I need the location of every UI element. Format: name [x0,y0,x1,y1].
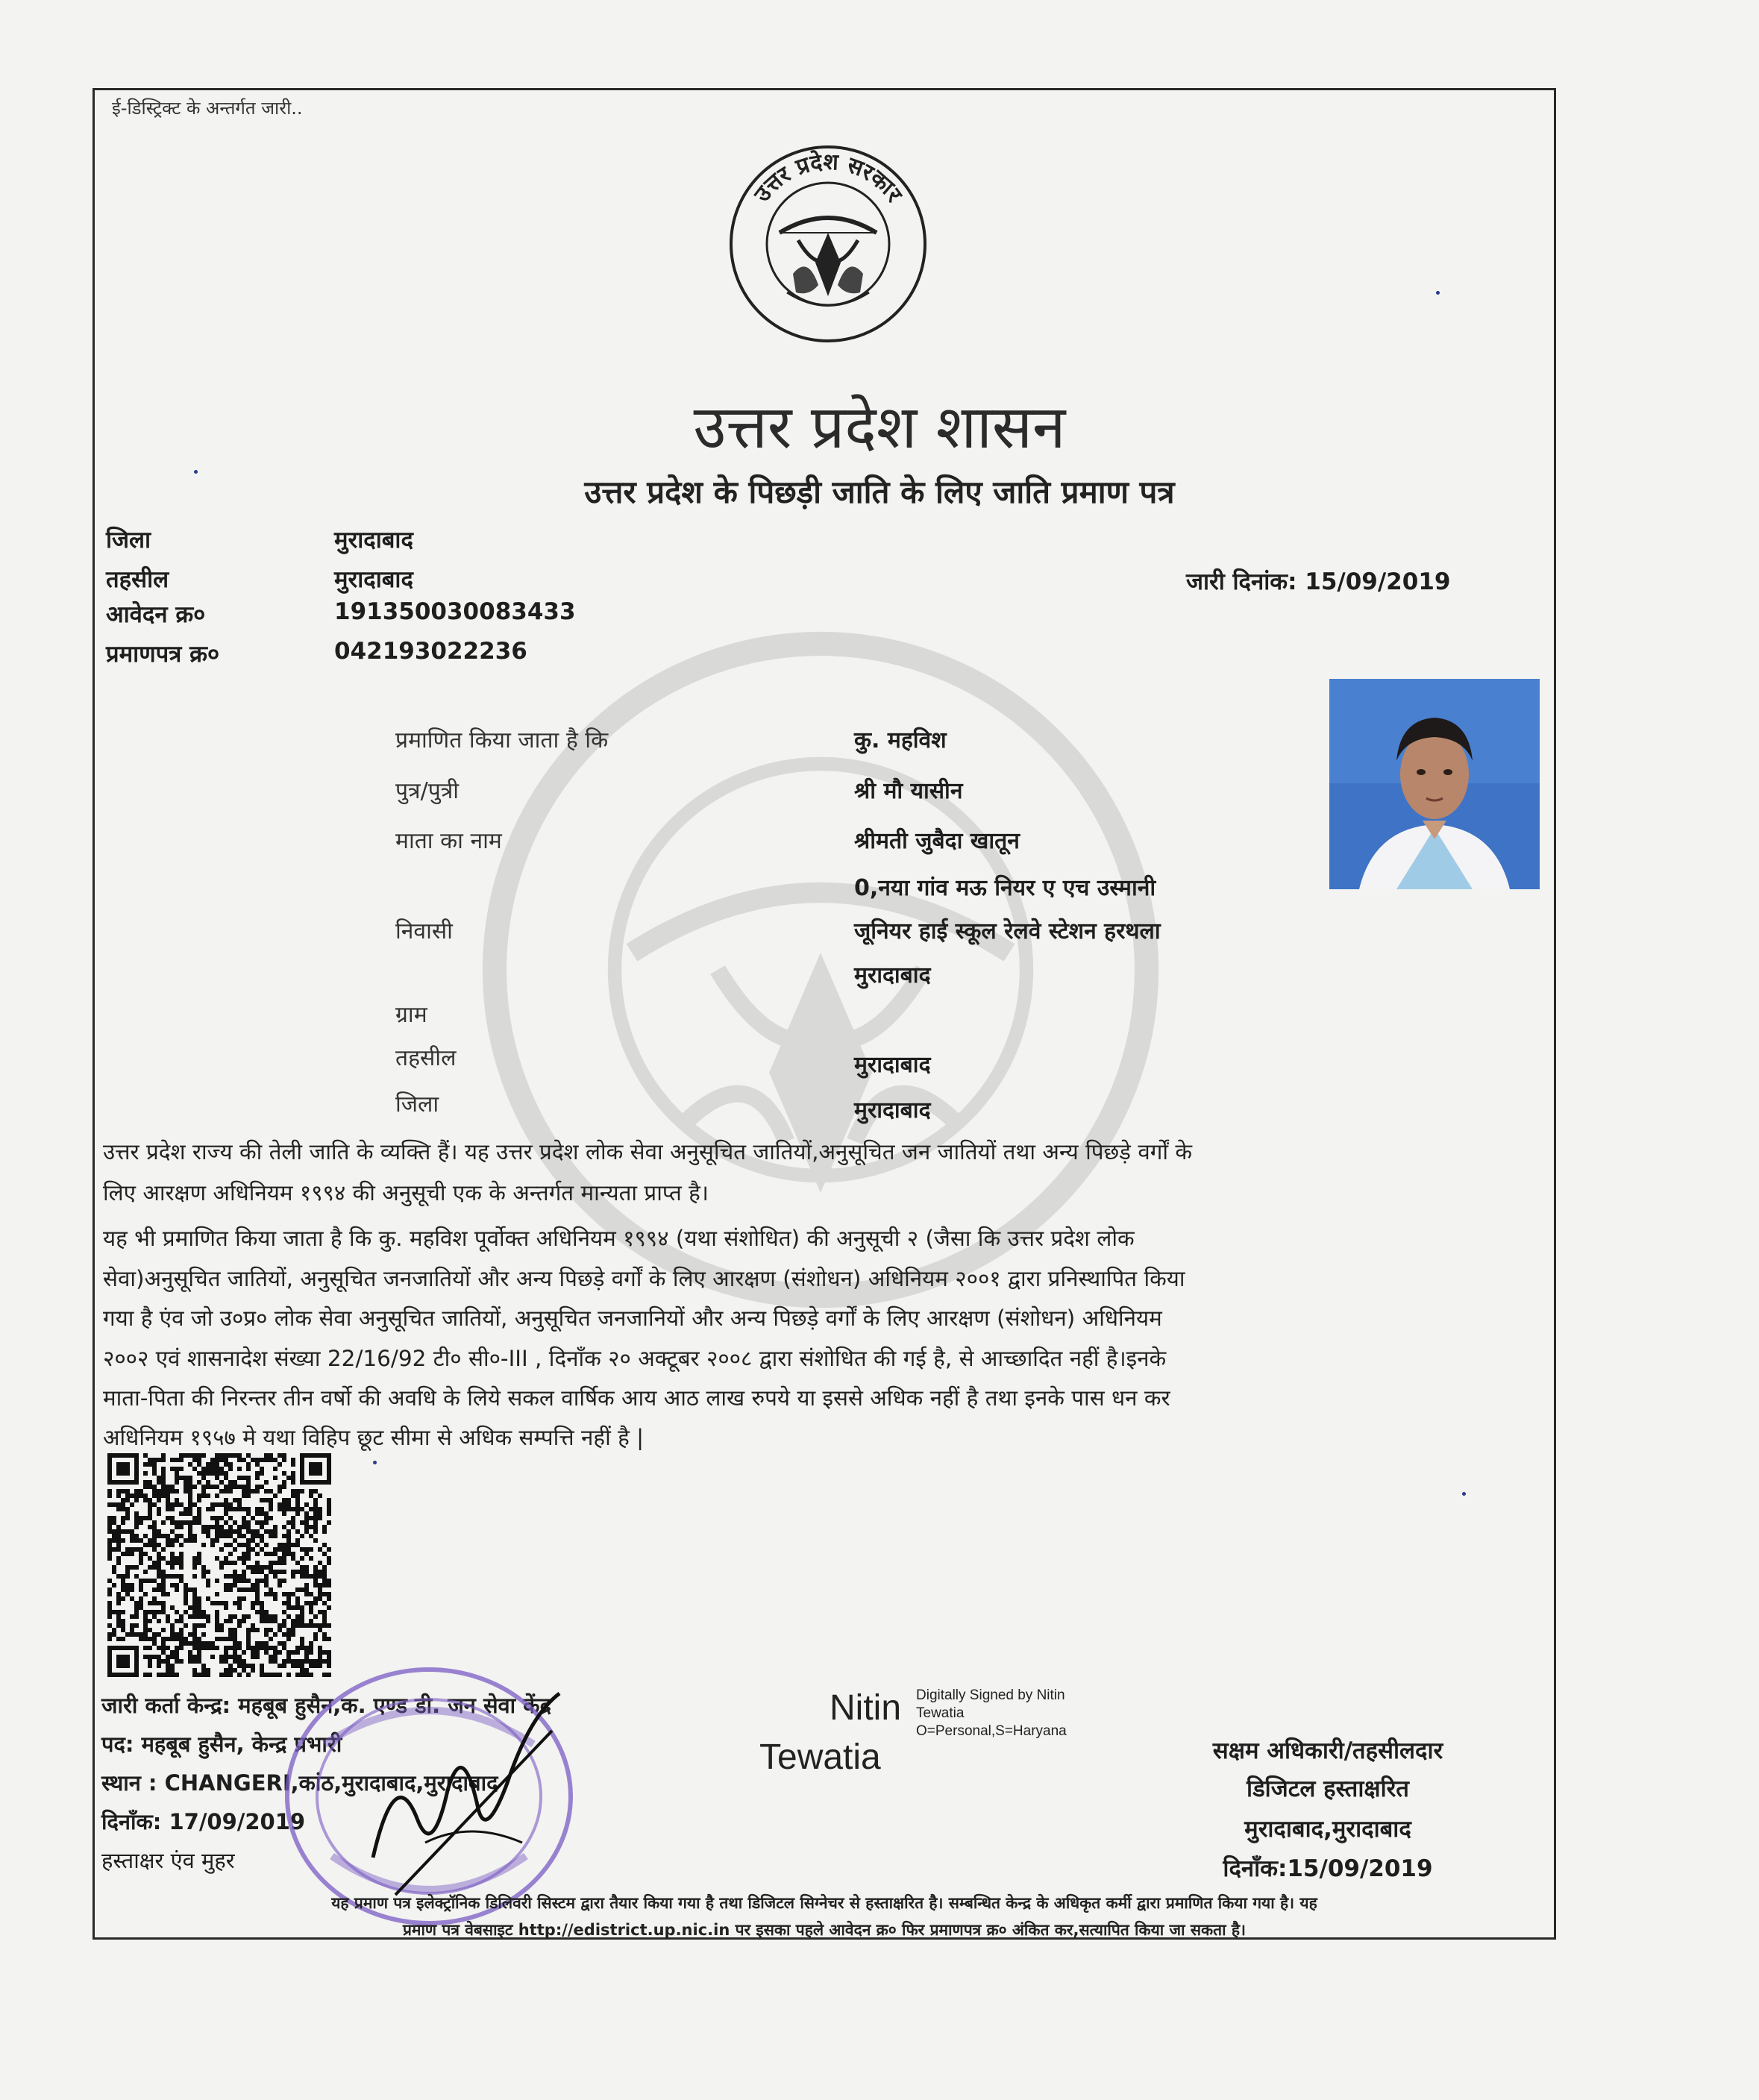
authority-digitally-signed: डिजिटल हस्ताक्षरित [1247,1775,1409,1802]
son-daughter-label: पुत्र/पुत्री [395,778,460,804]
mother-name: श्रीमती जुबैदा खातून [854,828,1020,854]
resident-label: निवासी [395,918,453,944]
tehsil-label: तहसील [106,566,169,593]
up-government-emblem-icon [727,143,929,345]
digital-signature-line-1: Digitally Signed by Nitin [916,1687,1065,1703]
applicant-photo [1329,679,1540,889]
certified-name: कु. महविश [854,727,947,753]
father-name: श्री मौ यासीन [854,778,963,804]
digital-signature-line-2: Tewatia [916,1705,965,1721]
district-label: जिला [106,527,151,554]
issuer-place: स्थान : CHANGERI,कांठ,मुरादाबाद,मुरादाबाद [101,1770,498,1796]
address-line-3: मुरादाबाद [854,962,931,988]
detail-district-value: मुरादाबाद [854,1097,931,1123]
verification-qr-code [104,1453,334,1677]
signature-and-seal-label: हस्ताक्षर एंव मुहर [101,1848,235,1873]
address-line-2: जूनियर हाई स्कूल रेलवे स्टेशन हरथला [854,918,1161,944]
paper-speck [1462,1492,1466,1496]
application-number-value: 191350030083433 [334,598,576,625]
certificate-number-label: प्रमाणपत्र क्र० [106,641,220,668]
issue-date: जारी दिनांक: 15/09/2019 [1186,568,1451,595]
mother-name-label: माता का नाम [395,828,502,854]
digital-signature-line-3: O=Personal,S=Haryana [916,1723,1067,1739]
detail-district-label: जिला [395,1091,439,1118]
issuer-date: दिनाँक: 17/09/2019 [101,1809,306,1834]
issuing-centre: जारी कर्ता केन्द्र: महबूब हुसैन,क. एण्ड डी. जन सेवा केंद्र [101,1693,551,1718]
creamy-layer-line-3: गया है एंव जो उ०प्र० लोक सेवा अनुसूचित जातियों, अनुसूचित जनजानियों और अन्य पिछड़े वर्गों के लिए आरक्षण (संशोधन) अधिनियम [103,1306,1162,1331]
paper-speck [1436,291,1440,295]
issued-under-note: ई-डिस्ट्रिक्ट के अन्तर्गत जारी.. [112,98,303,119]
authority-designation: सक्षम अधिकारी/तहसीलदार [1212,1737,1443,1764]
caste-statement-line-1: उत्तर प्रदेश राज्य की तेली जाति के व्यक्ति हैं। यह उत्तर प्रदेश लोक सेवा अनुसूचित जातियों,अनुसूचित जन जातियों तथा अन्य पिछड़े वर्गों के [103,1139,1193,1165]
digital-signer-last-name: Tewatia [759,1737,881,1777]
issuer-post: पद: महबूब हुसैन, केन्द्र प्रभारी [101,1731,342,1757]
paper-speck [373,1461,377,1464]
certificate-number-value: 042193022236 [334,638,527,665]
address-line-1: 0,नया गांव मऊ नियर ए एच उस्मानी [854,875,1156,901]
handwritten-signature [351,1671,589,1910]
creamy-layer-line-1: यह भी प्रमाणित किया जाता है कि कु. महविश पूर्वोक्त अधिनियम १९९४ (यथा संशोधित) की अनुसूची २ (जैसा कि उत्तर प्रदेश लोक [103,1226,1135,1251]
caste-statement-line-2: लिए आरक्षण अधिनियम १९९४ की अनुसूची एक के अन्तर्गत मान्यता प्राप्त है। [103,1180,709,1206]
application-number-label: आवेदन क्र० [106,601,206,628]
digital-signer-first-name: Nitin [830,1688,902,1728]
creamy-layer-line-6: अधिनियम १९५७ मे यथा विहिप छूट सीमा से अधिक सम्पत्ति नहीं है | [103,1425,645,1450]
village-label: ग्राम [395,1002,427,1028]
svg-text:उत्तर प्रदेश सरकार: उत्तर प्रदेश सरकार [749,148,908,207]
government-title: उत्तर प्रदेश शासन [693,392,1066,462]
footer-note-line-2: प्रमाण पत्र वेबसाइट http://edistrict.up.nic.in पर इसका पहले आवेदन क्र० फिर प्रमाणपत्र क्र० अंकित कर,सत्यापित किया जा सकता है। [402,1921,1247,1939]
detail-tehsil-label: तहसील [395,1045,457,1071]
creamy-layer-line-4: २००२ एवं शासनादेश संख्या 22/16/92 टी० सी०-III , दिनाँक २० अक्टूबर २००८ द्वारा संशोधित की गई है, से आच्छादित नहीं है।इनके [103,1346,1167,1371]
authority-location: मुरादाबाद,मुरादाबाद [1244,1816,1411,1843]
tehsil-value: मुरादाबाद [334,566,413,593]
certified-label: प्रमाणित किया जाता है कि [395,727,609,753]
district-value: मुरादाबाद [334,527,413,554]
authority-date: दिनाँक:15/09/2019 [1223,1855,1433,1882]
certificate-title: उत्तर प्रदेश के पिछड़ी जाति के लिए जाति प्रमाण पत्र [584,474,1175,510]
footer-note-line-1: यह प्रमाण पत्र इलेक्ट्रॉनिक डिलिवरी सिस्टम द्वारा तैयार किया गया है तथा डिजिटल सिग्नेचर से हस्ताक्षरित है। सम्बन्धित केन्द्र के अधिकृत कर्मी द्वारा प्रमाणित किया गया है। यह [331,1894,1317,1912]
paper-speck [194,470,198,474]
creamy-layer-line-5: माता-पिता की निरन्तर तीन वर्षो की अवधि के लिये सकल वार्षिक आय आठ लाख रुपये या इससे अधिक नहीं है तथा इनके पास धन कर [103,1385,1170,1411]
creamy-layer-line-2: सेवा)अनुसूचित जातियों, अनुसूचित जनजातियों और अन्य पिछड़े वर्गों के लिए आरक्षण (संशोधन) अधिनियम २००१ द्वारा प्रनिस्थापित किया [103,1266,1185,1291]
detail-tehsil-value: मुरादाबाद [854,1052,931,1078]
